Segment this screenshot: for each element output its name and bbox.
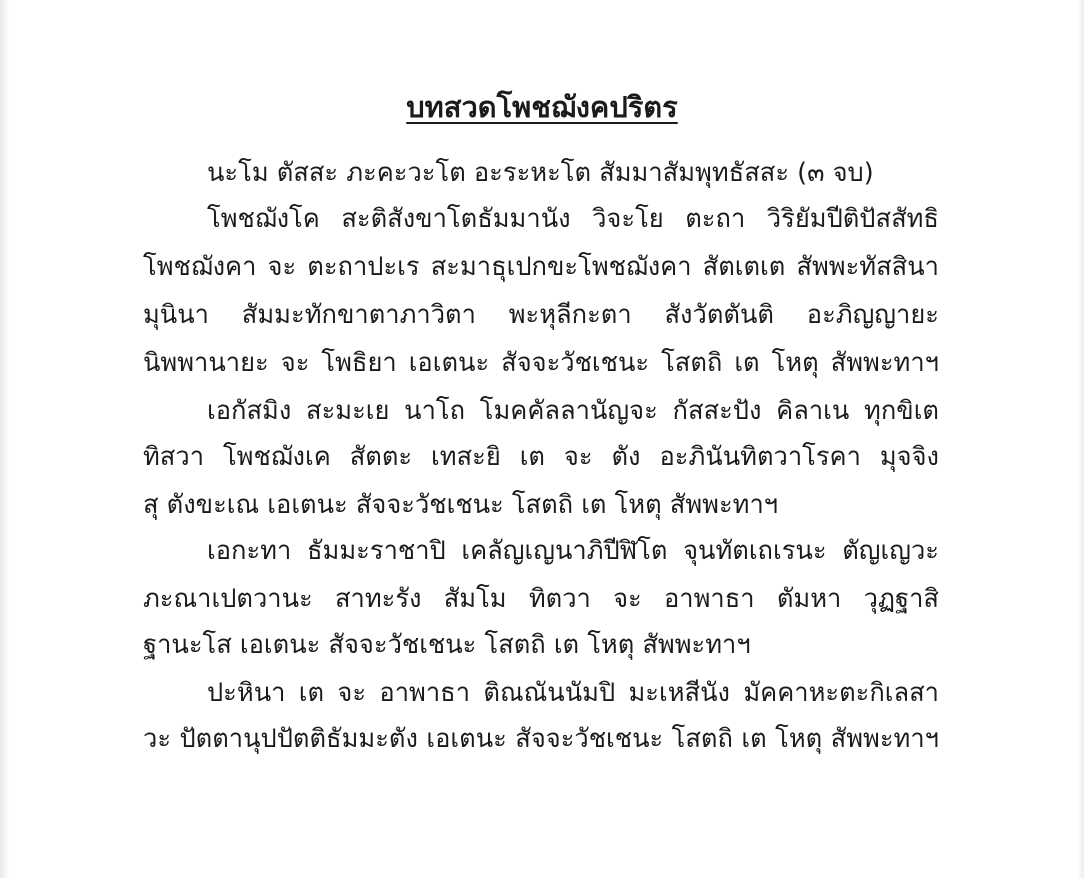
text-line-3: โพชฌังคา จะ ตะถาปะเร สะมาธุเปกขะโพชฌังคา สัตเตเต สัพพะทัสสินา: [143, 252, 939, 282]
text-line-1: นะโม ตัสสะ ภะคะวะโต อะระหะโต สัมมาสัมพุทธัสสะ (๓ จบ): [207, 158, 874, 188]
document-title: บทสวดโพชฌังคปริตร: [406, 90, 678, 124]
text-line-6: เอกัสมิง สะมะเย นาโถ โมคคัลลานัญจะ กัสสะปัง คิลาเน ทุกขิเต: [207, 396, 939, 426]
page-edge-shadow-left: [0, 0, 10, 878]
text-line-13: วะ ปัตตานุปปัตติธัมมะตัง เอเตนะ สัจจะวัชเชนะ โสตถิ เต โหตุ สัพพะทาฯ: [143, 724, 939, 754]
text-line-9: เอกะทา ธัมมะราชาปิ เคลัญเญนาภิปีฬิโต จุนทัตเถเรนะ ตัญเญวะ: [207, 536, 939, 566]
text-line-11: ฐานะโส เอเตนะ สัจจะวัชเชนะ โสตถิ เต โหตุ สัพพะทาฯ: [143, 630, 751, 660]
text-line-4: มุนินา สัมมะทักขาตาภาวิตา พะหุลีกะตา สังวัตตันติ อะภิญญายะ: [143, 300, 939, 330]
text-line-10: ภะณาเปตวานะ สาทะรัง สัมโม ทิตวา จะ อาพาธา ตัมหา วุฏฐาสิ: [143, 584, 939, 614]
text-line-5: นิพพานายะ จะ โพธิยา เอเตนะ สัจจะวัชเชนะ โสตถิ เต โหตุ สัพพะทาฯ: [143, 348, 939, 378]
text-line-8: สุ ตังขะเณ เอเตนะ สัจจะวัชเชนะ โสตถิ เต โหตุ สัพพะทาฯ: [143, 490, 779, 520]
text-line-2: โพชฌังโค สะติสังขาโตธัมมานัง วิจะโย ตะถา วิริยัมปีติปัสสัทธิ: [207, 204, 939, 234]
text-line-12: ปะหินา เต จะ อาพาธา ติณณันนัมปิ มะเหสีนัง มัคคาหะตะกิเลสา: [207, 678, 939, 708]
text-line-7: ทิสวา โพชฌังเค สัตตะ เทสะยิ เต จะ ตัง อะภินันทิตวาโรคา มุจจิง: [143, 442, 939, 472]
page-edge-shadow-right: [1078, 0, 1084, 878]
